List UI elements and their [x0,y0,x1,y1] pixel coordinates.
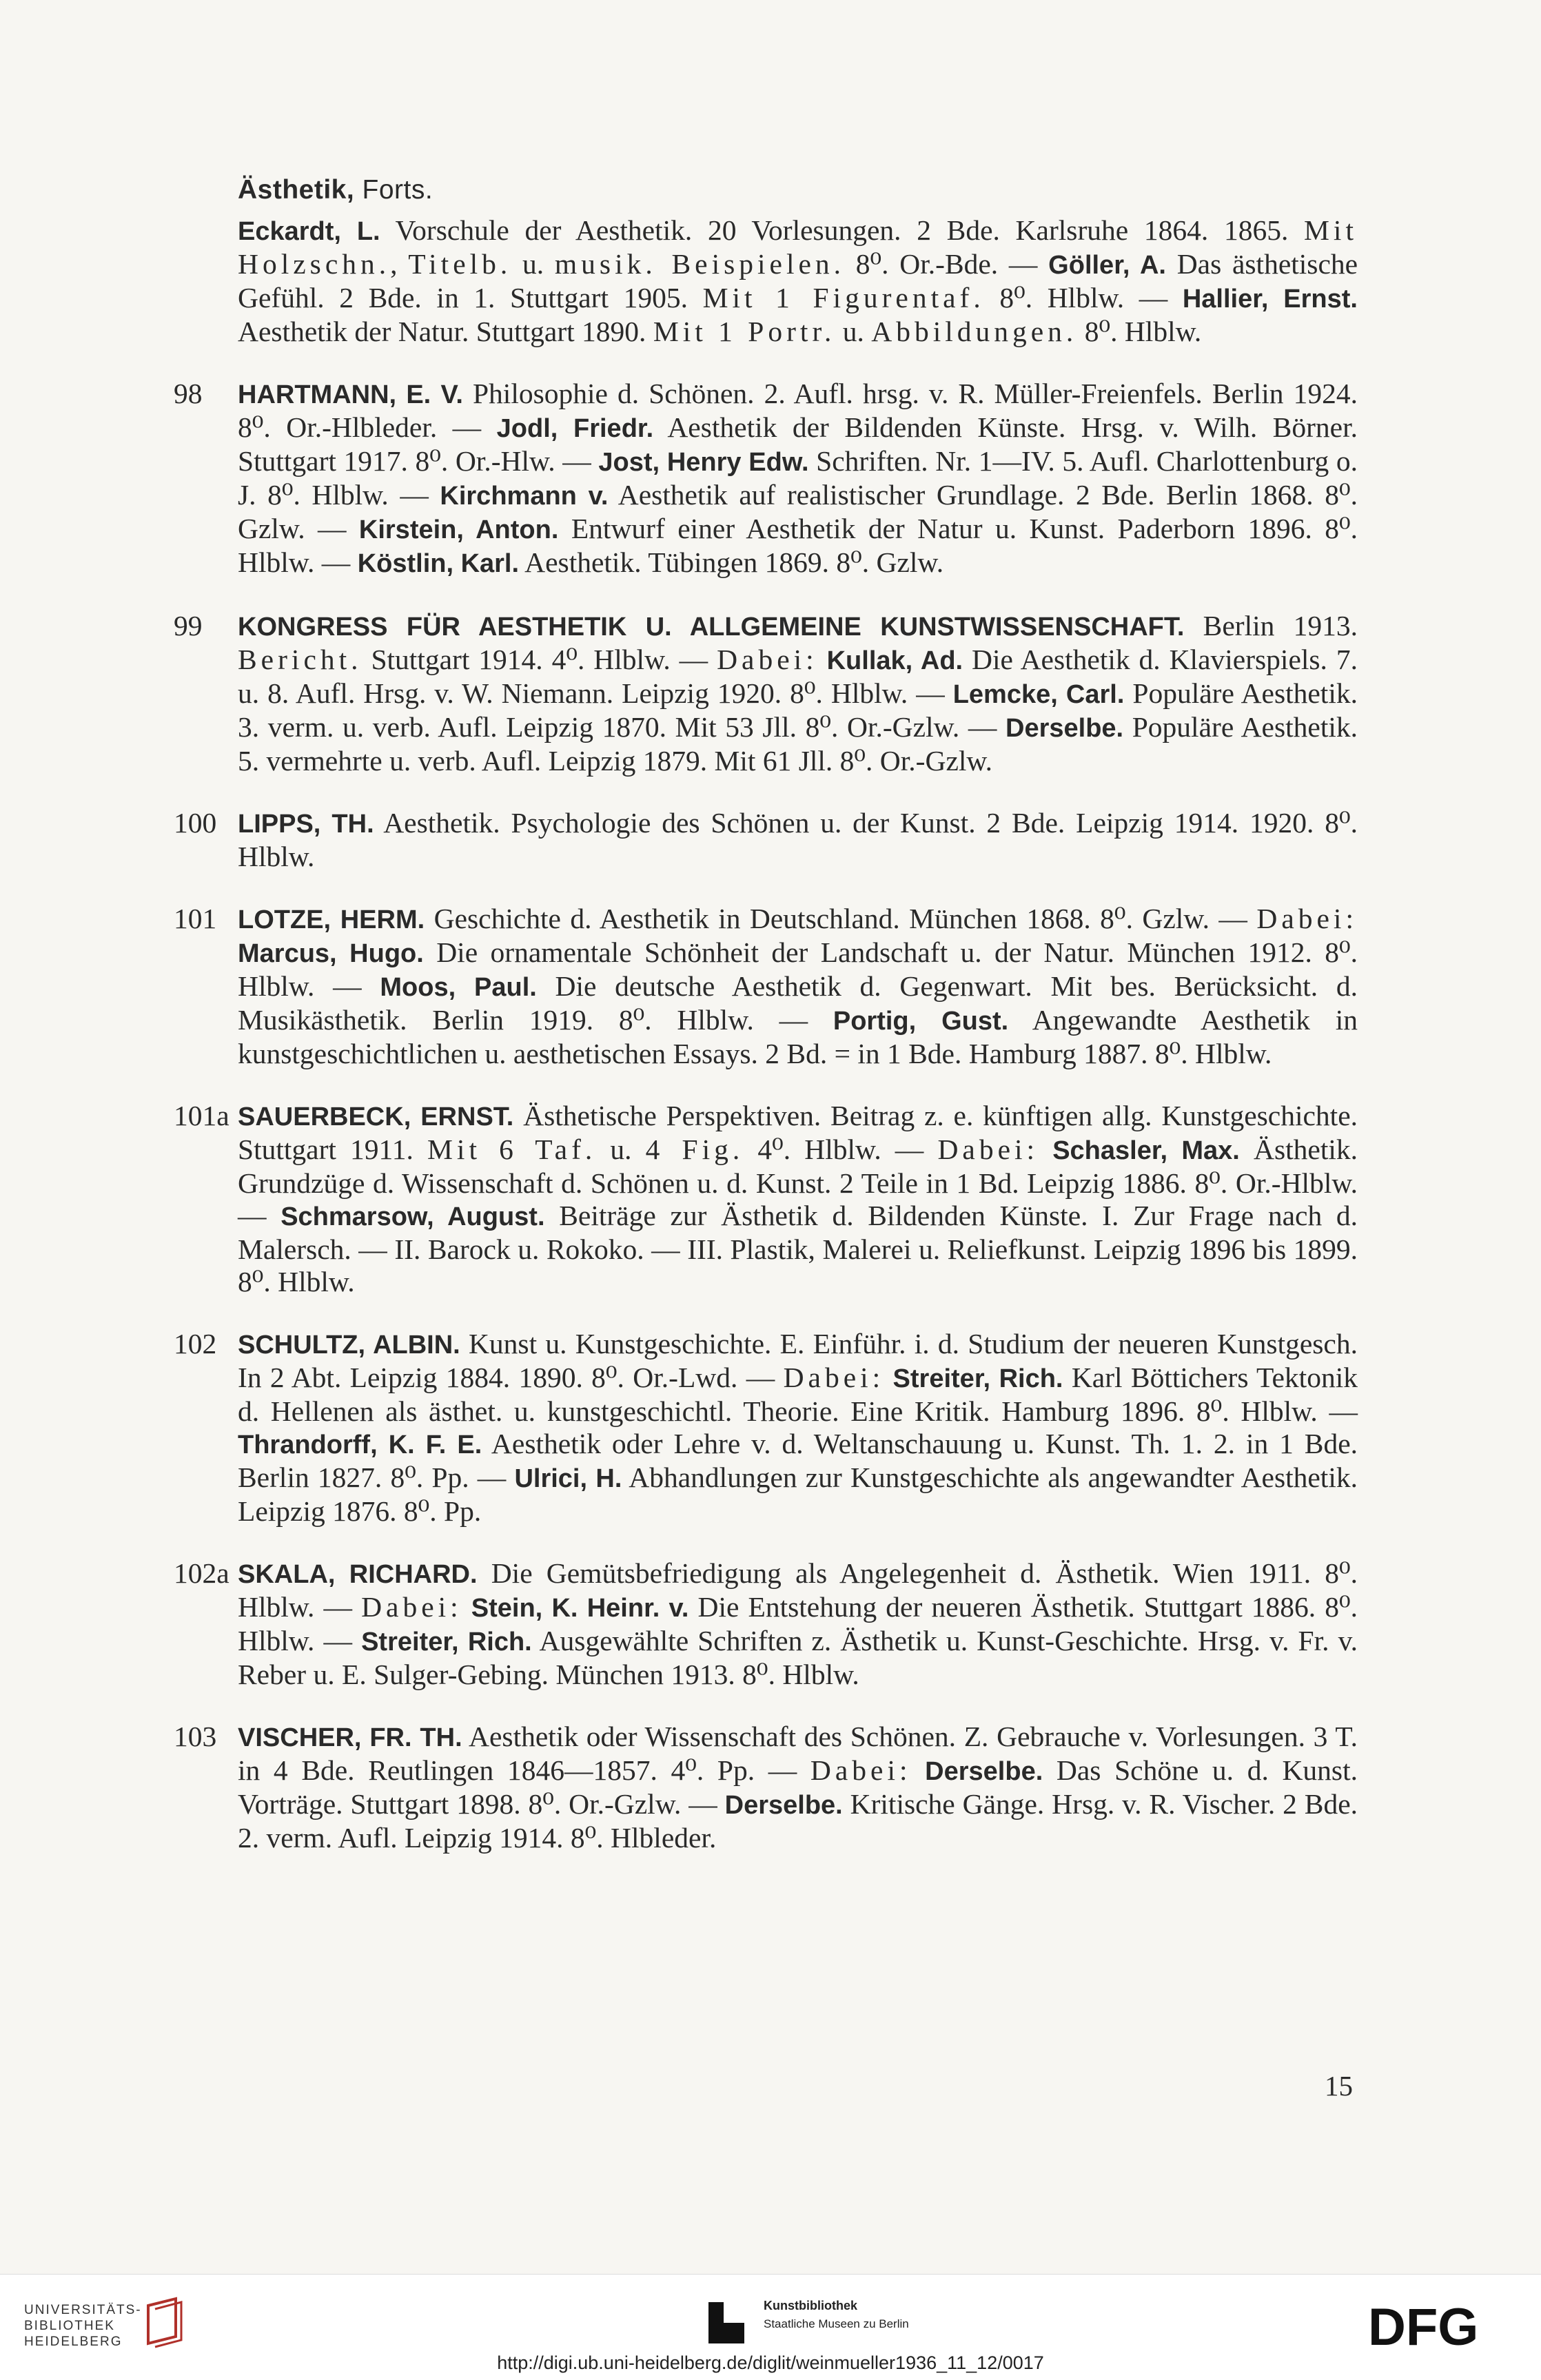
lot-number: 101a [174,1100,229,1131]
entry-text: SCHULTZ, ALBIN. Kunst u. Kunstgeschichte. E. Einführ. i. d. Studium der neueren Kunstgesch. In 2 Abt. Leipzig 1884. 1890. 8⁰. Or.-Lwd. — Dabei: Streiter, Rich. Karl Böttichers Tektonik d. Hellenen als ästhet. u. kunstgeschichtl. Theorie. Eine Kritik. Hamburg 1896. 8⁰. Hlblw. — Thrandorff, K. F. E. Aesthetik oder Lehre v. d. Weltanschauung u. Kunst. Th. 1. 2. in 1 Bde. Berlin 1827. 8⁰. Pp. — Ulrici, H. Abhandlungen zur Kunstgeschichte als angewandter Aesthetik. Leipzig 1876. 8⁰. Pp. [238,1328,1358,1527]
kb-subtitle: Staatliche Museen zu Berlin [764,2317,909,2330]
dfg-text: DFG [1368,2302,1479,2350]
footer-bar [0,2274,1541,2380]
lot-number: 102 [174,1328,217,1360]
entry-text: LOTZE, HERM. Geschichte d. Aesthetik in Deutschland. München 1868. 8⁰. Gzlw. — Dabei: Marcus, Hugo. Die ornamentale Schönheit der Landschaft u. der Natur. München 1912. 8⁰. Hlblw. — Moos, Paul. Die deutsche Aesthetik d. Gegenwart. Mit bes. Berücksicht. d. Musikästhetik. Berlin 1919. 8⁰. Hlblw. — Portig, Gust. Angewandte Aesthetik in kunstgeschichtlichen u. aesthetischen Essays. 2 Bd. = in 1 Bde. Hamburg 1887. 8⁰. Hlblw. [238,903,1358,1069]
kunstbibliothek-logo-icon [703,2299,751,2350]
kunstbibliothek-label [764,2297,909,2333]
entry-text: VISCHER, FR. TH. Aesthetik oder Wissenschaft des Schönen. Z. Gebrauche v. Vorlesungen. 3 T. in 4 Bde. Reutlingen 1846—1857. 4⁰. Pp. — Dabei: Derselbe. Das Schöne u. d. Kunst. Vorträge. Stuttgart 1898. 8⁰. Or.-Gzlw. — Derselbe. Kritische Gänge. Hrsg. v. R. Vischer. 2 Bde. 2. verm. Aufl. Leipzig 1914. 8⁰. Hlbleder. [238,1721,1358,1854]
catalog-entry [174,610,1358,777]
catalog-entry [174,903,1358,1070]
kb-title: Kunstbibliothek [764,2299,857,2312]
lot-number: 103 [174,1721,217,1752]
entry-text: KONGRESS FÜR AESTHETIK U. ALLGEMEINE KUNSTWISSENSCHAFT. Berlin 1913. Bericht. Stuttgart 1914. 4⁰. Hlblw. — Dabei: Kullak, Ad. Die Aesthetik d. Klavierspiels. 7. u. 8. Aufl. Hrsg. v. W. Niemann. Leipzig 1920. 8⁰. Hlblw. — Lemcke, Carl. Populäre Aesthetik. 3. verm. u. verb. Aufl. Leipzig 1870. Mit 53 Jll. 8⁰. Or.-Gzlw. — Derselbe. Populäre Aesthetik. 5. vermehrte u. verb. Aufl. Leipzig 1879. Mit 61 Jll. 8⁰. Or.-Gzlw. [238,610,1358,777]
entries-list [174,214,1358,1854]
catalog-entry [174,1557,1358,1691]
lot-number: 101 [174,903,217,934]
lot-number: 99 [174,610,203,642]
university-library-logo [24,2302,142,2350]
uni-line: UNIVERSITÄTS- [24,2303,142,2317]
catalog-entry [174,378,1358,580]
entry-text: HARTMANN, E. V. Philosophie d. Schönen. 2. Aufl. hrsg. v. R. Müller-Freienfels. Berlin 1924. 8⁰. Or.-Hlbleder. — Jodl, Friedr. Aesthetik der Bildenden Künste. Hrsg. v. Wilh. Börner. Stuttgart 1917. 8⁰. Or.-Hlw. — Jost, Henry Edw. Schriften. Nr. 1—IV. 5. Aufl. Charlottenburg o. J. 8⁰. Hlblw. — Kirchmann v. Aesthetik auf realistischer Grundlage. 2 Bde. Berlin 1868. 8⁰. Gzlw. — Kirstein, Anton. Entwurf einer Aesthetik der Natur u. Kunst. Paderborn 1896. 8⁰. Hlblw. — Köstlin, Karl. Aesthetik. Tübingen 1869. 8⁰. Gzlw. [238,378,1358,578]
lot-number: 102a [174,1557,229,1589]
entry-text: SKALA, RICHARD. Die Gemütsbefriedigung als Angelegenheit d. Ästhetik. Wien 1911. 8⁰. Hlblw. — Dabei: Stein, K. Heinr. v. Die Entstehung der neueren Ästhetik. Stuttgart 1886. 8⁰. Hlblw. — Streiter, Rich. Ausgewählte Schriften z. Ästhetik u. Kunst-Geschichte. Hrsg. v. Fr. v. Reber u. E. Sulger-Gebing. München 1913. 8⁰. Hlblw. [238,1557,1358,1690]
uni-line: HEIDELBERG [24,2335,123,2349]
page-number: 15 [1325,2070,1353,2102]
catalog-entry [174,1328,1358,1528]
catalog-entry [238,214,1358,348]
catalog-entry [174,807,1358,873]
book-mark-icon [141,2295,190,2350]
lot-number: 100 [174,807,217,839]
entry-text: SAUERBECK, ERNST. Ästhetische Perspektiven. Beitrag z. e. künftigen allg. Kunstgeschichte. Stuttgart 1911. Mit 6 Taf. u. 4 Fig. 4⁰. Hlblw. — Dabei: Schasler, Max. Ästhetik. Grundzüge d. Wissenschaft d. Schönen u. d. Kunst. 2 Teile in 1 Bd. Leipzig 1886. 8⁰. Or.-Hlblw. — Schmarsow, August. Beiträge zur Ästhetik d. Bildenden Künste. I. Zur Frage nach d. Malersch. — II. Barock u. Rokoko. — III. Plastik, Malerei u. Reliefkunst. Leipzig 1896 bis 1899. 8⁰. Hlblw. [238,1100,1358,1297]
heading-rest: Forts. [362,175,433,205]
source-url[interactable]: http://digi.ub.uni-heidelberg.de/diglit/weinmueller1936_11_12/0017 [497,2352,1044,2373]
section-heading [238,174,1358,206]
catalog-entry [174,1721,1358,1854]
entry-text: Eckardt, L. Vorschule der Aesthetik. 20 Vorlesungen. 2 Bde. Karlsruhe 1864. 1865. Mit Holzschn., Titelb. u. musik. Beispielen. 8⁰. Or.-Bde. — Göller, A. Das ästhetische Gefühl. 2 Bde. in 1. Stuttgart 1905. Mit 1 Figurentaf. 8⁰. Hlblw. — Hallier, Ernst. Aesthetik der Natur. Stuttgart 1890. Mit 1 Portr. u. Abbildungen. 8⁰. Hlblw. [238,214,1358,347]
page-content [174,174,1358,1884]
uni-line: BIBLIOTHEK [24,2319,115,2333]
entry-text: LIPPS, TH. Aesthetik. Psychologie des Schönen u. der Kunst. 2 Bde. Leipzig 1914. 1920. 8⁰. Hlblw. [238,807,1358,872]
lot-number: 98 [174,378,203,409]
catalog-entry [174,1100,1358,1298]
heading-bold: Ästhetik, [238,175,355,205]
dfg-logo-icon [1368,2302,1520,2350]
